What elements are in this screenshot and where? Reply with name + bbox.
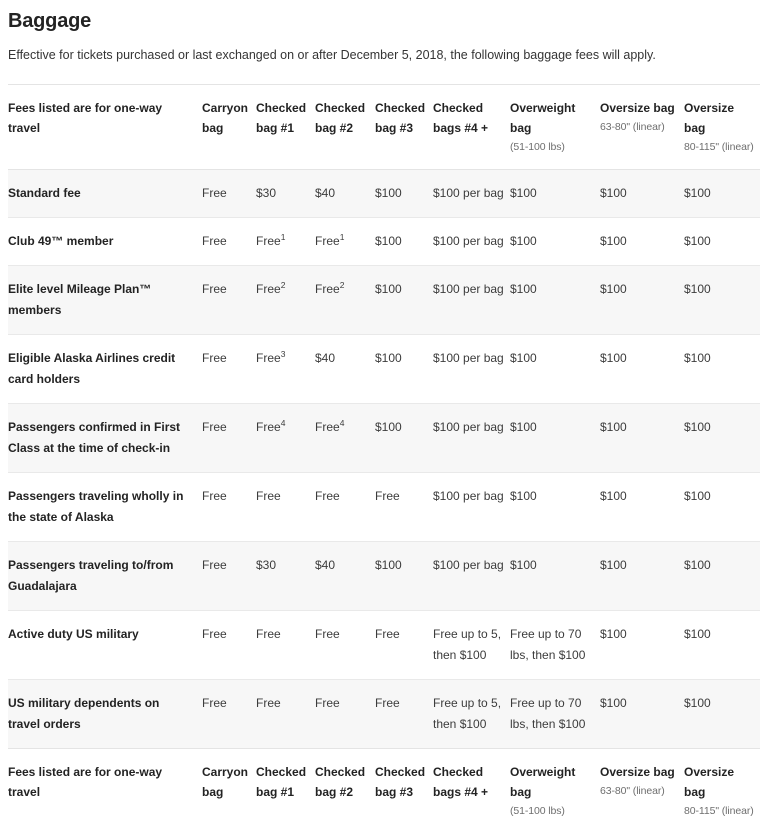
cell-oversize-bag-63-80	[600, 473, 684, 542]
cell-carryon-bag	[202, 680, 256, 749]
cell-value: Free	[256, 627, 281, 641]
cell-checked-bags-4-plus	[433, 680, 510, 749]
cell-value: $100	[510, 489, 537, 503]
footer-header-checked-bag-1	[256, 749, 315, 833]
cell-checked-bag-3	[375, 542, 433, 611]
footer-header-label: Overweight bag	[510, 762, 594, 802]
column-header-checked-bag-2	[315, 85, 375, 170]
cell-carryon-bag	[202, 266, 256, 335]
baggage-fees-page	[0, 8, 768, 833]
cell-value: $100	[600, 282, 627, 296]
cell-checked-bag-3	[375, 680, 433, 749]
cell-checked-bag-2	[315, 473, 375, 542]
footer-header-sublabel: (51-100 lbs)	[510, 802, 594, 820]
cell-checked-bag-3	[375, 335, 433, 404]
cell-value: $30	[256, 558, 276, 572]
cell-value: Free	[256, 489, 281, 503]
cell-value: Free	[202, 558, 227, 572]
cell-carryon-bag	[202, 404, 256, 473]
cell-carryon-bag	[202, 218, 256, 266]
cell-value: $100	[684, 696, 711, 710]
column-header-sublabel: (51-100 lbs)	[510, 138, 594, 156]
column-header-oversize-bag-63-80	[600, 85, 684, 170]
cell-checked-bags-4-plus	[433, 266, 510, 335]
footer-header-label: Oversize bag	[600, 762, 678, 782]
column-header-label: Fees listed are for one-way travel	[8, 98, 196, 138]
cell-checked-bag-1	[256, 335, 315, 404]
column-header-oversize-bag-80-115	[684, 85, 760, 170]
cell-checked-bag-1	[256, 170, 315, 218]
cell-oversize-bag-80-115	[684, 170, 760, 218]
cell-value: $100 per bag	[433, 234, 504, 248]
cell-checked-bags-4-plus	[433, 218, 510, 266]
cell-checked-bag-1	[256, 404, 315, 473]
column-header-sublabel: 80-115" (linear)	[684, 138, 754, 156]
cell-checked-bag-2	[315, 680, 375, 749]
column-header-sublabel: 63-80" (linear)	[600, 118, 678, 136]
cell-oversize-bag-80-115	[684, 218, 760, 266]
cell-oversize-bag-63-80	[600, 218, 684, 266]
cell-value: $100	[375, 420, 402, 434]
row-header-label: US military dependents on travel orders	[8, 680, 202, 749]
cell-value: $100	[510, 420, 537, 434]
cell-overweight-bag	[510, 680, 600, 749]
cell-oversize-bag-63-80	[600, 170, 684, 218]
cell-oversize-bag-63-80	[600, 266, 684, 335]
cell-checked-bag-2	[315, 266, 375, 335]
column-header-label: Checked bags #4 +	[433, 98, 504, 138]
cell-overweight-bag	[510, 611, 600, 680]
row-header-label: Passengers confirmed in First Class at the time of check-in	[8, 404, 202, 473]
footnote-marker: 2	[340, 280, 345, 290]
footnote-marker: 4	[281, 418, 286, 428]
table-row	[8, 542, 760, 611]
cell-value: $100	[510, 234, 537, 248]
footer-header-oversize-bag-80-115	[684, 749, 760, 833]
cell-checked-bag-3	[375, 218, 433, 266]
cell-value: Free	[202, 489, 227, 503]
footer-header-label: Checked bags #4 +	[433, 762, 504, 802]
baggage-fees-table	[8, 84, 760, 833]
cell-checked-bag-2	[315, 218, 375, 266]
table-row	[8, 266, 760, 335]
footer-header-checked-bag-2	[315, 749, 375, 833]
cell-oversize-bag-63-80	[600, 611, 684, 680]
footer-header-label: Checked bag #3	[375, 762, 427, 802]
cell-value: Free up to 5, then $100	[433, 696, 501, 731]
cell-value: $100	[510, 351, 537, 365]
column-header-label: Carryon bag	[202, 98, 250, 138]
row-header-label: Eligible Alaska Airlines credit card holders	[8, 335, 202, 404]
column-header-label: Checked bag #2	[315, 98, 369, 138]
cell-value: $100	[375, 558, 402, 572]
cell-oversize-bag-80-115	[684, 473, 760, 542]
cell-value: Free up to 70 lbs, then $100	[510, 627, 585, 662]
cell-value: $40	[315, 186, 335, 200]
cell-overweight-bag	[510, 218, 600, 266]
cell-value: Free	[315, 489, 340, 503]
table-footer	[8, 749, 760, 833]
column-header-label: Oversize bag	[684, 98, 754, 138]
cell-checked-bags-4-plus	[433, 542, 510, 611]
cell-value: $100 per bag	[433, 351, 504, 365]
row-header-label: Club 49™ member	[8, 218, 202, 266]
table-row	[8, 218, 760, 266]
cell-checked-bag-3	[375, 473, 433, 542]
cell-checked-bag-1	[256, 611, 315, 680]
footnote-marker: 1	[340, 232, 345, 242]
cell-value: $100	[600, 627, 627, 641]
cell-value: Free	[256, 282, 281, 296]
cell-oversize-bag-63-80	[600, 680, 684, 749]
footer-header-oversize-bag-63-80	[600, 749, 684, 833]
cell-checked-bag-3	[375, 611, 433, 680]
cell-overweight-bag	[510, 170, 600, 218]
cell-carryon-bag	[202, 473, 256, 542]
footnote-marker: 3	[281, 349, 286, 359]
footer-header-label: Oversize bag	[684, 762, 754, 802]
cell-value: $40	[315, 351, 335, 365]
cell-value: $100	[600, 186, 627, 200]
cell-oversize-bag-80-115	[684, 335, 760, 404]
cell-value: Free	[315, 696, 340, 710]
table-header	[8, 85, 760, 170]
cell-value: Free	[202, 420, 227, 434]
row-header-label: Standard fee	[8, 170, 202, 218]
footer-header-label: Carryon bag	[202, 762, 250, 802]
footnote-marker: 2	[281, 280, 286, 290]
cell-carryon-bag	[202, 335, 256, 404]
cell-value: Free	[256, 420, 281, 434]
cell-value: Free	[315, 234, 340, 248]
cell-value: $100 per bag	[433, 420, 504, 434]
cell-value: $100 per bag	[433, 282, 504, 296]
page-title: Baggage	[8, 8, 760, 34]
footer-header-label: Checked bag #1	[256, 762, 309, 802]
cell-value: Free	[202, 234, 227, 248]
cell-checked-bag-2	[315, 611, 375, 680]
column-header-label: Checked bag #1	[256, 98, 309, 138]
cell-oversize-bag-63-80	[600, 335, 684, 404]
column-header-checked-bags-4-plus	[433, 85, 510, 170]
cell-value: $100	[684, 186, 711, 200]
column-header-carryon-bag	[202, 85, 256, 170]
cell-carryon-bag	[202, 542, 256, 611]
cell-value: $100	[684, 420, 711, 434]
cell-checked-bag-1	[256, 473, 315, 542]
cell-checked-bag-1	[256, 218, 315, 266]
cell-value: Free	[202, 186, 227, 200]
cell-value: $100	[684, 351, 711, 365]
cell-value: Free	[256, 234, 281, 248]
footer-header-sublabel: 80-115" (linear)	[684, 802, 754, 820]
cell-value: $100 per bag	[433, 489, 504, 503]
cell-value: Free up to 70 lbs, then $100	[510, 696, 585, 731]
footer-header-sublabel: 63-80" (linear)	[600, 782, 678, 800]
row-header-label: Active duty US military	[8, 611, 202, 680]
cell-checked-bag-1	[256, 542, 315, 611]
header-row	[8, 85, 760, 170]
cell-checked-bag-1	[256, 266, 315, 335]
cell-value: $100	[375, 282, 402, 296]
row-header-label: Passengers traveling to/from Guadalajara	[8, 542, 202, 611]
column-header-label: Checked bag #3	[375, 98, 427, 138]
effective-date-notice: Effective for tickets purchased or last exchanged on or after December 5, 2018, the following baggage fees will apply.	[8, 46, 760, 64]
cell-oversize-bag-80-115	[684, 680, 760, 749]
cell-value: Free	[202, 351, 227, 365]
cell-value: $100	[375, 351, 402, 365]
cell-checked-bag-2	[315, 335, 375, 404]
cell-value: Free	[315, 282, 340, 296]
cell-value: Free	[202, 696, 227, 710]
cell-oversize-bag-80-115	[684, 611, 760, 680]
column-header-overweight-bag	[510, 85, 600, 170]
cell-oversize-bag-80-115	[684, 542, 760, 611]
table-row	[8, 404, 760, 473]
footer-header-label: Checked bag #2	[315, 762, 369, 802]
footnote-marker: 4	[340, 418, 345, 428]
cell-value: Free	[375, 627, 400, 641]
cell-value: $100	[600, 558, 627, 572]
table-row	[8, 473, 760, 542]
cell-checked-bags-4-plus	[433, 404, 510, 473]
table-body	[8, 170, 760, 749]
cell-value: $100	[684, 489, 711, 503]
cell-checked-bag-2	[315, 170, 375, 218]
column-header-checked-bag-3	[375, 85, 433, 170]
row-header-label: Elite level Mileage Plan™ members	[8, 266, 202, 335]
row-header-label: Passengers traveling wholly in the state of Alaska	[8, 473, 202, 542]
table-row	[8, 335, 760, 404]
cell-checked-bags-4-plus	[433, 170, 510, 218]
cell-oversize-bag-80-115	[684, 404, 760, 473]
cell-overweight-bag	[510, 404, 600, 473]
table-row	[8, 611, 760, 680]
cell-checked-bag-2	[315, 404, 375, 473]
cell-value: $100	[510, 558, 537, 572]
cell-value: Free	[315, 627, 340, 641]
cell-value: Free up to 5, then $100	[433, 627, 501, 662]
cell-value: $100	[684, 627, 711, 641]
cell-value: $30	[256, 186, 276, 200]
cell-value: $100	[375, 186, 402, 200]
footer-header-checked-bags-4-plus	[433, 749, 510, 833]
cell-checked-bags-4-plus	[433, 335, 510, 404]
cell-overweight-bag	[510, 335, 600, 404]
cell-value: $100	[600, 351, 627, 365]
cell-checked-bags-4-plus	[433, 611, 510, 680]
cell-checked-bag-3	[375, 170, 433, 218]
cell-oversize-bag-80-115	[684, 266, 760, 335]
cell-overweight-bag	[510, 266, 600, 335]
cell-overweight-bag	[510, 542, 600, 611]
cell-checked-bags-4-plus	[433, 473, 510, 542]
cell-value: $100 per bag	[433, 186, 504, 200]
footer-header-label: Fees listed are for one-way travel	[8, 762, 196, 802]
cell-value: $100	[600, 420, 627, 434]
cell-oversize-bag-63-80	[600, 542, 684, 611]
cell-value: $100	[684, 282, 711, 296]
column-header-fees-note	[8, 85, 202, 170]
cell-value: $100 per bag	[433, 558, 504, 572]
footer-header-fees-note	[8, 749, 202, 833]
cell-value: $100	[684, 558, 711, 572]
footer-header-checked-bag-3	[375, 749, 433, 833]
column-header-checked-bag-1	[256, 85, 315, 170]
cell-value: $100	[375, 234, 402, 248]
footer-header-overweight-bag	[510, 749, 600, 833]
cell-value: Free	[256, 696, 281, 710]
table-row	[8, 170, 760, 218]
cell-value: Free	[375, 489, 400, 503]
cell-value: $100	[600, 489, 627, 503]
footer-header-carryon-bag	[202, 749, 256, 833]
cell-value: $100	[600, 234, 627, 248]
cell-value: $100	[510, 186, 537, 200]
cell-value: Free	[202, 282, 227, 296]
cell-value: $40	[315, 558, 335, 572]
cell-checked-bag-1	[256, 680, 315, 749]
cell-carryon-bag	[202, 170, 256, 218]
cell-value: $100	[684, 234, 711, 248]
footer-row	[8, 749, 760, 833]
cell-oversize-bag-63-80	[600, 404, 684, 473]
cell-checked-bag-2	[315, 542, 375, 611]
cell-value: Free	[256, 351, 281, 365]
cell-value: $100	[510, 282, 537, 296]
cell-value: Free	[202, 627, 227, 641]
table-row	[8, 680, 760, 749]
cell-checked-bag-3	[375, 266, 433, 335]
cell-overweight-bag	[510, 473, 600, 542]
column-header-label: Oversize bag	[600, 98, 678, 118]
cell-value: $100	[600, 696, 627, 710]
cell-carryon-bag	[202, 611, 256, 680]
footnote-marker: 1	[281, 232, 286, 242]
cell-value: Free	[315, 420, 340, 434]
cell-checked-bag-3	[375, 404, 433, 473]
cell-value: Free	[375, 696, 400, 710]
column-header-label: Overweight bag	[510, 98, 594, 138]
